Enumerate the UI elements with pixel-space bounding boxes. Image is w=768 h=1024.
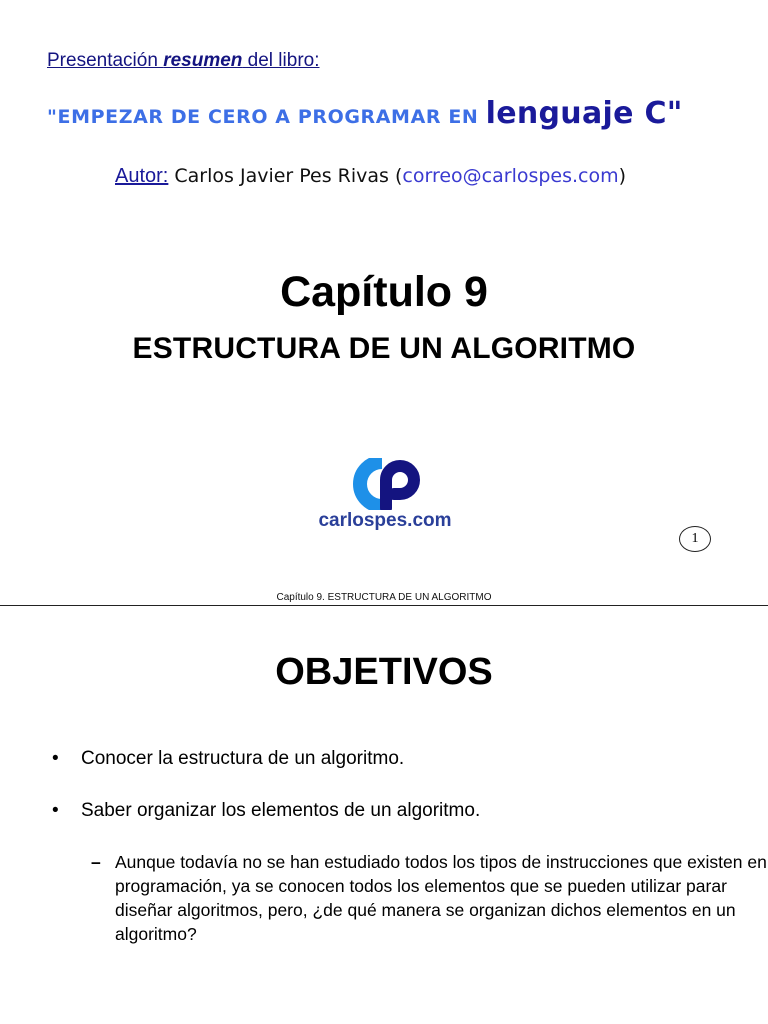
book-title <box>47 96 682 131</box>
intro-suffix: del libro: <box>242 50 320 71</box>
intro-bold: resumen <box>163 50 243 71</box>
objectives-title: OBJETIVOS <box>275 651 493 693</box>
page-number: 1 <box>679 526 711 552</box>
slide-2 <box>0 607 768 1024</box>
bullet-text: Conocer la estructura de un algoritmo. <box>81 748 405 769</box>
author-line <box>115 165 626 188</box>
bullet-text: Saber organizar los elementos de un algoritmo. <box>81 800 481 821</box>
chapter-title: Capítulo 9 <box>280 268 488 316</box>
intro-prefix: Presentación <box>47 50 164 71</box>
sub-bullet-text: Aunque todavía no se han estudiado todos los tipos de instrucciones que existen en programación, ya se conocen todos los elementos que se pueden utilizar parar diseñar algoritmos, pero, ¿de qué manera se organizan dichos elementos en un algoritmo? <box>115 852 767 944</box>
intro-line <box>47 50 320 72</box>
cp-logo-icon <box>348 458 422 510</box>
carlospes-logo <box>310 458 460 538</box>
bullet-icon: • <box>52 800 59 821</box>
author-email-link[interactable]: correo@carlospes.com <box>402 165 619 187</box>
list-item <box>52 799 752 823</box>
book-title-big: lenguaje C <box>485 96 667 131</box>
list-item <box>52 747 752 771</box>
dash-icon: – <box>91 852 101 872</box>
slide-divider <box>0 605 768 606</box>
book-title-close: " <box>666 96 683 131</box>
author-close: ) <box>618 165 627 187</box>
author-label: Autor: <box>115 165 169 187</box>
chapter-subtitle: ESTRUCTURA DE UN ALGORITMO <box>132 332 636 365</box>
slide-footer: Capítulo 9. ESTRUCTURA DE UN ALGORITMO <box>276 592 492 603</box>
sub-bullet <box>91 850 768 946</box>
logo-text: carlospes.com <box>318 510 452 531</box>
bullet-icon: • <box>52 748 59 769</box>
book-title-small: "EMPEZAR DE CERO A PROGRAMAR EN <box>47 106 486 128</box>
objectives-list <box>52 747 752 851</box>
author-name: Carlos Javier Pes Rivas ( <box>168 165 403 187</box>
